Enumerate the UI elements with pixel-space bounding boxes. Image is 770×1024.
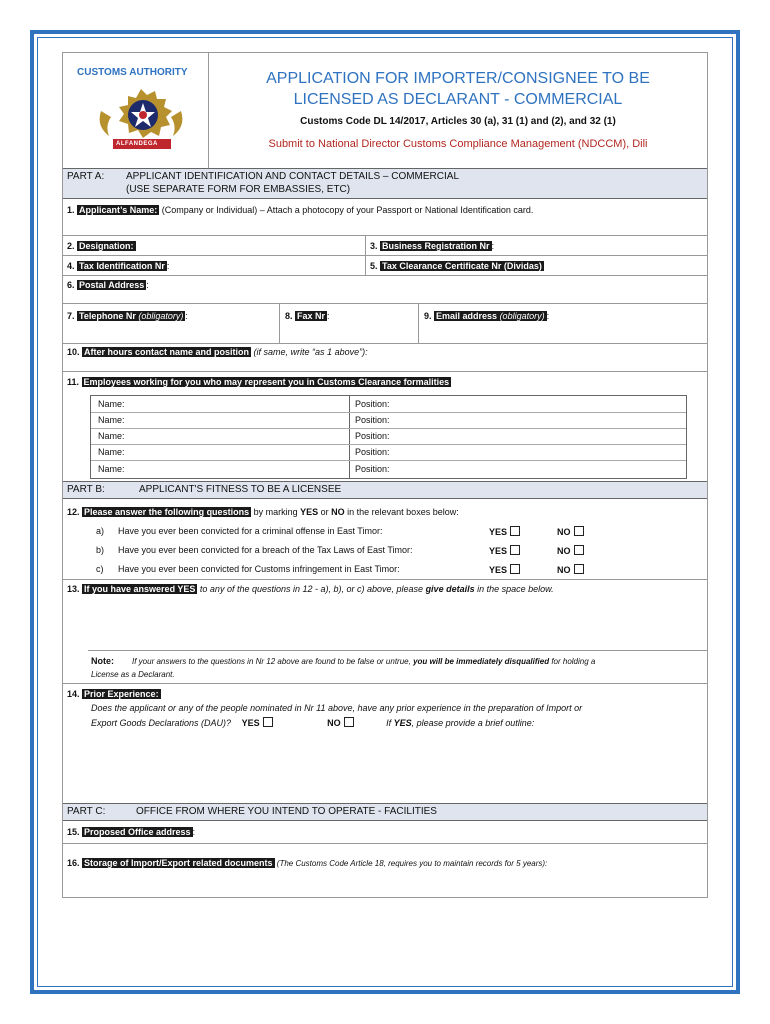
q14-if-yes <box>386 718 534 728</box>
q15-label: Proposed Office address <box>84 827 191 837</box>
part-c-label: PART C: <box>67 806 106 817</box>
q10-text: (if same, write “as 1 above”): <box>251 347 368 357</box>
q16-label: Storage of Import/Export related documents <box>84 858 273 868</box>
note-text-2: for holding a <box>549 657 596 666</box>
q15-suffix: : <box>192 827 196 837</box>
q4-number: 4. <box>67 261 75 271</box>
form-title <box>213 68 703 110</box>
q16-storage-field[interactable] <box>88 873 698 895</box>
employee-name-label: Name: <box>98 431 125 441</box>
q14-outline-field[interactable] <box>88 733 698 799</box>
q13-number: 13. <box>67 584 80 594</box>
employee-name-label: Name: <box>98 415 125 425</box>
q3-label: Business Registration Nr <box>382 241 490 251</box>
q14-line-2-text: Export Goods Declarations (DAU)? <box>91 718 232 728</box>
q12a-no-checkbox[interactable] <box>574 526 584 536</box>
q12c-text: Have you ever been convicted for Customs infringement in East Timor: <box>118 564 400 574</box>
q2-number: 2. <box>67 241 75 251</box>
employee-row <box>91 428 686 445</box>
note-bold: you will be immediately disqualified <box>413 657 550 666</box>
q14-number: 14. <box>67 689 80 699</box>
question-7 <box>67 311 188 321</box>
q12a-letter: a) <box>96 526 105 536</box>
q12-text-1: by marking <box>251 507 301 517</box>
employee-row <box>91 460 686 478</box>
q14-label: Prior Experience: <box>84 689 159 699</box>
note-label: Note: <box>91 656 114 666</box>
question-8 <box>285 311 330 321</box>
q7-label: Telephone Nr <box>79 311 136 321</box>
q12-text-2: in the relevant boxes below: <box>344 507 459 517</box>
employee-row <box>91 412 686 429</box>
q13-text-1: to any of the questions in 12 - a), b), or c) above, please <box>197 584 426 594</box>
q10-number: 10. <box>67 347 80 357</box>
q14-no-label: NO <box>327 718 341 728</box>
q12-no: NO <box>331 507 345 517</box>
q6-number: 6. <box>67 280 75 290</box>
q13-bold: give details <box>425 584 475 594</box>
question-1 <box>67 205 533 215</box>
q14-no-option[interactable] <box>327 718 354 728</box>
q8-label: Fax Nr <box>297 311 326 321</box>
q12-yes: YES <box>300 507 319 517</box>
q12a-no-label: NO <box>557 527 571 537</box>
q12b-yes-option[interactable] <box>489 545 520 556</box>
q13-details-field[interactable] <box>88 599 698 649</box>
q12a-yes-option[interactable] <box>489 526 520 537</box>
q5-label: Tax Clearance Certificate Nr (Dividas) <box>382 261 542 271</box>
title-line-2: LICENSED AS DECLARANT - COMMERCIAL <box>293 91 623 108</box>
q12-label: Please answer the following questions <box>84 507 250 517</box>
q12b-no-option[interactable] <box>557 545 584 556</box>
question-12 <box>67 507 459 517</box>
q12b-letter: b) <box>96 545 105 555</box>
part-b-label: PART B: <box>67 484 105 495</box>
q12a-yes-checkbox[interactable] <box>510 526 520 536</box>
q16-text: (The Customs Code Article 18, requires you to maintain records for 5 years): <box>274 859 548 868</box>
part-c-header <box>63 803 707 821</box>
q12c-yes-label: YES <box>489 565 508 575</box>
q13-text-2: in the space below. <box>474 584 554 594</box>
q14-question-line-1: Does the applicant or any of the people nominated in Nr 11 above, have any prior experience in the preparation of Import or <box>91 703 583 713</box>
question-6 <box>67 280 149 290</box>
employee-position-label: Position: <box>355 399 390 409</box>
employee-position-label: Position: <box>355 447 390 457</box>
q8-number: 8. <box>285 311 293 321</box>
q1-text: (Company or Individual) – Attach a photocopy of your Passport or National Identification card. <box>159 205 534 215</box>
customs-code-reference: Customs Code DL 14/2017, Articles 30 (a), 31 (1) and (2), and 32 (1) <box>300 116 616 127</box>
q14-no-checkbox[interactable] <box>344 717 354 727</box>
part-c-title: OFFICE FROM WHERE YOU INTEND TO OPERATE - FACILITIES <box>136 806 437 817</box>
q15-number: 15. <box>67 827 80 837</box>
employee-row <box>91 444 686 461</box>
question-14 <box>67 689 161 699</box>
part-a-title-1: APPLICANT IDENTIFICATION AND CONTACT DETAILS – COMMERCIAL <box>126 171 460 182</box>
q14-if-rest: , please provide a brief outline: <box>411 718 535 728</box>
question-16 <box>67 858 547 868</box>
q14-yes-label: YES <box>241 718 260 728</box>
q2-label: Designation: <box>79 241 134 251</box>
authority-label: CUSTOMS AUTHORITY <box>77 67 188 78</box>
q4-label: Tax Identification Nr <box>79 261 165 271</box>
part-b-title: APPLICANT'S FITNESS TO BE A LICENSEE <box>139 484 342 495</box>
q12b-no-label: NO <box>557 546 571 556</box>
q3-suffix: : <box>491 241 495 251</box>
logo-text: ALFANDEGA <box>116 141 158 147</box>
q12c-yes-option[interactable] <box>489 564 520 575</box>
q1-label: Applicant’s Name: <box>79 205 158 215</box>
q12b-no-checkbox[interactable] <box>574 545 584 555</box>
q7-number: 7. <box>67 311 75 321</box>
q12-or: or <box>318 507 332 517</box>
q7-suffix: : <box>185 311 188 321</box>
q6-label: Postal Address <box>79 280 145 290</box>
customs-logo <box>91 81 191 161</box>
question-13 <box>67 584 554 594</box>
q14-if-text: If <box>386 718 394 728</box>
q11-label: Employees working for you who may represent you in Customs Clearance formalities <box>83 377 450 387</box>
question-2 <box>67 241 136 251</box>
part-b-header <box>63 481 707 499</box>
q12c-no-label: NO <box>557 565 571 575</box>
employee-position-label: Position: <box>355 415 390 425</box>
q7-label-note: (obligatory) <box>135 311 184 321</box>
question-5 <box>370 261 544 271</box>
part-a-header <box>63 168 707 199</box>
q14-yes-checkbox[interactable] <box>263 717 273 727</box>
q14-if-yes-bold: YES <box>393 718 412 728</box>
title-line-1: APPLICATION FOR IMPORTER/CONSIGNEE TO BE <box>266 70 650 87</box>
question-3 <box>370 241 494 251</box>
q12c-yes-checkbox[interactable] <box>510 564 520 574</box>
q9-number: 9. <box>424 311 432 321</box>
q12b-text: Have you ever been convicted for a breach of the Tax Laws of East Timor: <box>118 545 413 555</box>
part-a-title-2: (USE SEPARATE FORM FOR EMBASSIES, ETC) <box>126 184 351 195</box>
note-text-1: If your answers to the questions in Nr 12 above are found to be false or untrue, <box>132 657 414 666</box>
q12b-yes-label: YES <box>489 546 508 556</box>
q4-suffix: : <box>166 261 170 271</box>
q5-number: 5. <box>370 261 378 271</box>
submit-to-line: Submit to National Director Customs Compliance Management (NDCCM), Dili <box>268 138 648 150</box>
q1-number: 1. <box>67 205 75 215</box>
employee-position-label: Position: <box>355 431 390 441</box>
q9-label: Email address <box>436 311 498 321</box>
question-9 <box>424 311 549 321</box>
q10-label: After hours contact name and position <box>84 347 250 357</box>
q3-number: 3. <box>370 241 378 251</box>
part-a-label: PART A: <box>67 171 105 182</box>
question-4 <box>67 261 169 271</box>
q11-number: 11. <box>67 377 80 387</box>
employee-name-label: Name: <box>98 464 125 474</box>
application-form <box>62 52 708 898</box>
q16-number: 16. <box>67 858 80 868</box>
q12a-no-option[interactable] <box>557 526 584 537</box>
q6-suffix: : <box>146 280 149 290</box>
question-10 <box>67 347 368 357</box>
disqualification-note <box>91 655 703 681</box>
employee-position-label: Position: <box>355 464 390 474</box>
q12-number: 12. <box>67 507 80 517</box>
note-line-2: License as a Declarant. <box>91 670 175 679</box>
q14-question-line-2 <box>91 717 534 728</box>
employees-table <box>90 395 687 479</box>
q12c-no-option[interactable] <box>557 564 584 575</box>
q9-label-note: (obligatory) <box>497 311 545 321</box>
employee-name-label: Name: <box>98 447 125 457</box>
q12a-text: Have you ever been convicted for a criminal offense in East Timor: <box>118 526 383 536</box>
employee-row <box>91 396 686 413</box>
q12c-letter: c) <box>96 564 104 574</box>
question-15 <box>67 827 195 837</box>
q13-label: If you have answered YES <box>84 584 196 594</box>
q12a-yes-label: YES <box>489 527 508 537</box>
q14-yes-option[interactable] <box>242 718 273 728</box>
q12c-no-checkbox[interactable] <box>574 564 584 574</box>
employee-name-label: Name: <box>98 399 125 409</box>
question-11 <box>67 377 451 387</box>
q12b-yes-checkbox[interactable] <box>510 545 520 555</box>
q9-suffix: : <box>546 311 550 321</box>
q8-suffix: : <box>327 311 330 321</box>
